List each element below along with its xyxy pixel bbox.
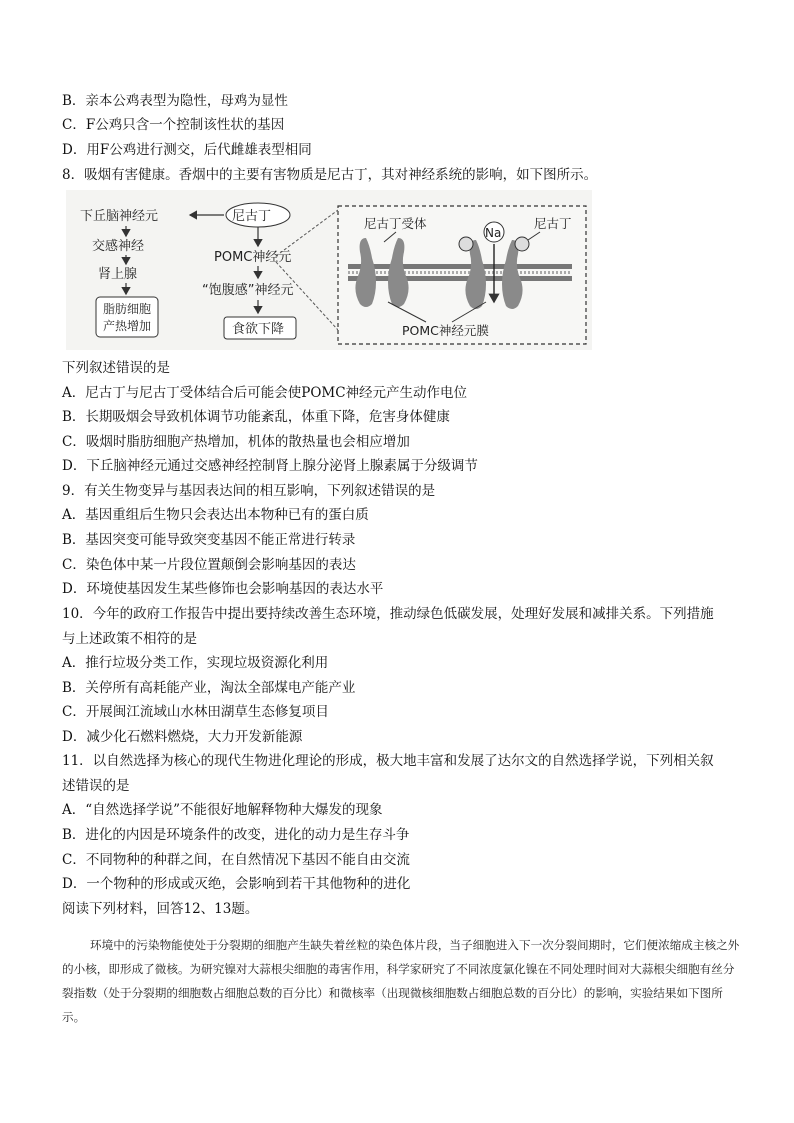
text-line: B．关停所有高耗能产业，淘汰全部煤电产能产业 bbox=[62, 680, 356, 696]
text-line: B．进化的内因是环境条件的改变，进化的动力是生存斗争 bbox=[62, 827, 410, 843]
text-line: A．基因重组后生物只会表达出本物种已有的蛋白质 bbox=[62, 507, 369, 523]
receptor-label: 尼古丁受体 bbox=[364, 216, 427, 231]
text-line: D．减少化石燃料燃烧，大力开发新能源 bbox=[62, 729, 303, 745]
adrenal-label: 肾上腺 bbox=[98, 267, 138, 282]
reading-material bbox=[62, 933, 740, 1029]
text-line: 下列叙述错误的是 bbox=[62, 360, 170, 376]
text-line: A．“自然选择学说”不能很好地解释物种大爆发的现象 bbox=[62, 802, 383, 818]
text-line: A．推行垃圾分类工作，实现垃圾资源化利用 bbox=[62, 655, 329, 671]
text-line: C．染色体中某一片段位置颠倒会影响基因的表达 bbox=[62, 557, 356, 573]
text-line: 述错误的是 bbox=[62, 778, 130, 794]
sodium-label: Na bbox=[485, 226, 502, 240]
text-line: D．用F公鸡进行测交，后代雌雄表型相同 bbox=[62, 142, 312, 158]
text-line: B．亲本公鸡表型为隐性，母鸡为显性 bbox=[62, 93, 288, 109]
fat-cell-label-1: 脂肪细胞 bbox=[103, 302, 152, 316]
text-line: B．长期吸烟会导致机体调节功能紊乱，体重下降，危害身体健康 bbox=[62, 409, 450, 425]
text-line: A．尼古丁与尼古丁受体结合后可能会使POMC神经元产生动作电位 bbox=[62, 385, 468, 401]
text-line: B．基因突变可能导致突变基因不能正常进行转录 bbox=[62, 532, 356, 548]
pomc-label: POMC神经元 bbox=[214, 250, 292, 265]
material-paragraph: 环境中的污染物能使处于分裂期的细胞产生缺失着丝粒的染色体片段，当子细胞进入下一次分裂间期时，它们便浓缩成主核之外的小核，即形成了微核。为研究镍对大蒜根尖细胞的毒害作用，科学家研究了不同浓度氯化镍在不同处理时间对大蒜根尖细胞有丝分裂指数（处于分裂期的细胞数占细胞总数的百分比）和微核率（出现微核细胞数占细胞总数的百分比）的影响，实验结果如下图所示。 bbox=[62, 938, 740, 1024]
text-line: 8．吸烟有害健康。香烟中的主要有害物质是尼古丁，其对神经系统的影响，如下图所示。 bbox=[62, 167, 598, 183]
text-line: 与上述政策不相符的是 bbox=[62, 631, 197, 647]
nicotine-molecule-left bbox=[459, 237, 473, 251]
sympathetic-label: 交感神经 bbox=[92, 239, 145, 254]
nicotine-right-label: 尼古丁 bbox=[534, 216, 572, 231]
text-line: D．环境使基因发生某些修饰也会影响基因的表达水平 bbox=[62, 581, 384, 597]
text-line: C．不同物种的种群之间，在自然情况下基因不能自由交流 bbox=[62, 852, 410, 868]
text-line: 阅读下列材料，回答12、13题。 bbox=[62, 901, 259, 917]
fat-cell-label-2: 产热增加 bbox=[103, 319, 152, 333]
text-line: C．开展闽江流域山水林田湖草生态修复项目 bbox=[62, 704, 329, 720]
text-line: D．一个物种的形成或灭绝，会影响到若干其他物种的进化 bbox=[62, 876, 411, 892]
text-line: 9．有关生物变异与基因表达间的相互影响，下列叙述错误的是 bbox=[62, 483, 436, 499]
text-line: D．下丘脑神经元通过交感神经控制肾上腺分泌肾上腺素属于分级调节 bbox=[62, 458, 478, 474]
text-line: 11．以自然选择为核心的现代生物进化理论的形成，极大地丰富和发展了达尔文的自然选择学说，下列相关叙 bbox=[62, 753, 714, 769]
text-line: C．吸烟时脂肪细胞产热增加，机体的散热量也会相应增加 bbox=[62, 434, 410, 450]
satiety-label: “饱腹感”神经元 bbox=[202, 283, 294, 298]
hypothalamus-label: 下丘脑神经元 bbox=[80, 209, 159, 224]
nicotine-molecule-right bbox=[515, 237, 529, 251]
text-line: 10．今年的政府工作报告中提出要持续改善生态环境，推动绿色低碳发展，处理好发展和减排关系。下列措施 bbox=[62, 606, 714, 622]
text-line: C．F公鸡只含一个控制该性状的基因 bbox=[62, 117, 285, 133]
appetite-label: 食欲下降 bbox=[232, 322, 285, 337]
nicotine-label: 尼古丁 bbox=[232, 209, 272, 224]
nicotine-pathway-figure bbox=[66, 190, 592, 350]
membrane-label: POMC神经元膜 bbox=[402, 323, 489, 338]
